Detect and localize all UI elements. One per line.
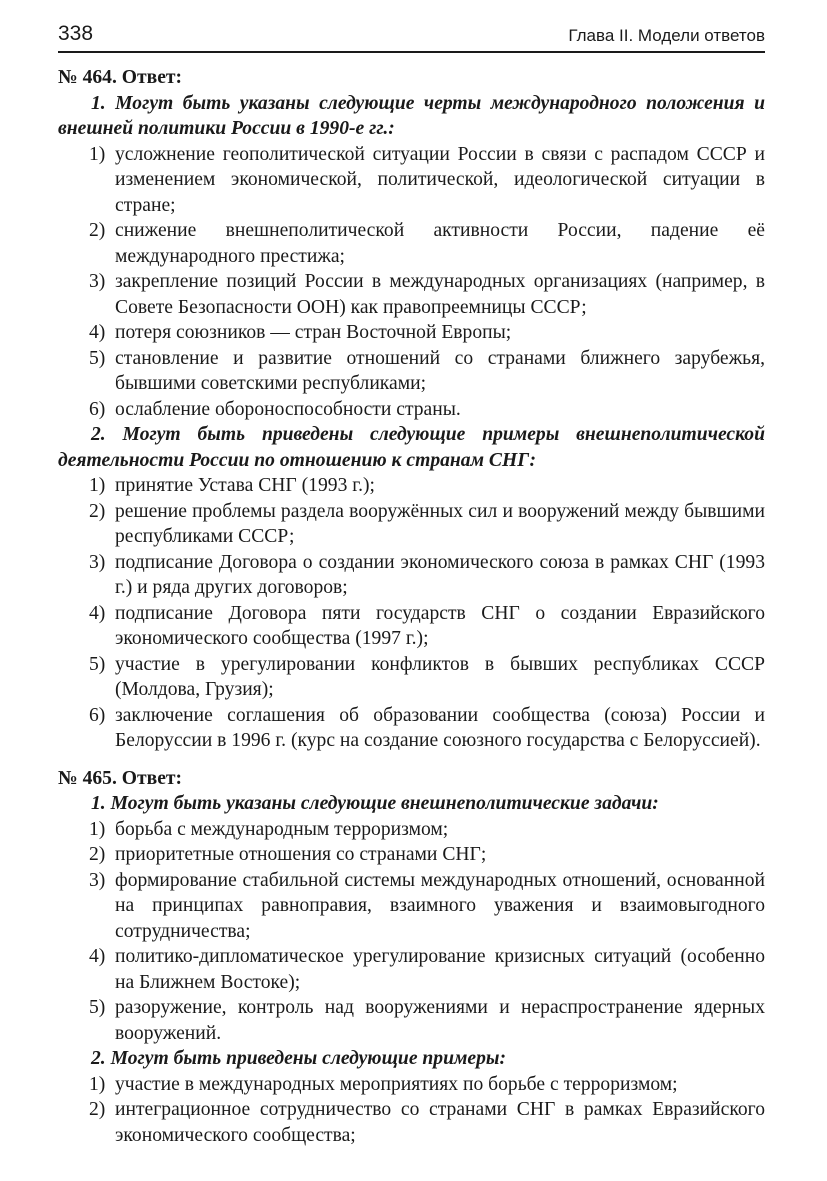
answer-heading-465: № 465. Ответ: bbox=[58, 767, 183, 789]
list-item: 5) становление и развитие отношений со странами ближнего зарубежья, бывшими советскими республиками; bbox=[89, 347, 765, 394]
page-number: 338 bbox=[58, 22, 94, 45]
section-title-464-1: 1. Могут быть указаны следующие черты международного положения и внешней политики России в 1990-е гг.: bbox=[58, 92, 765, 139]
list-item: 4) политико-дипломатическое урегулирование кризисных ситуаций (особенно на Ближнем Востоке); bbox=[89, 946, 765, 993]
list-item: 2) решение проблемы раздела вооружённых сил и вооружений между бывшими республиками СССР; bbox=[89, 500, 765, 547]
list-item: 1) борьба с международным терроризмом; bbox=[89, 818, 449, 840]
section-title-464-2: 2. Могут быть приведены следующие примеры внешнеполитической деятельности России по отношению к странам СНГ: bbox=[58, 424, 765, 471]
list-item: 4) потеря союзников — стран Восточной Европы; bbox=[89, 322, 512, 343]
list-item: 2) интеграционное сотрудничество со странами СНГ в рамках Евразийского экономического сообщества; bbox=[89, 1099, 765, 1146]
list-item: 1) усложнение геополитической ситуации России в связи с распадом СССР и изменением экономической, политической, идеологической ситуации в стране; bbox=[89, 143, 765, 216]
list-item: 2) снижение внешнеполитической активности России, падение её международного престижа; bbox=[89, 220, 765, 267]
list-item: 2) приоритетные отношения со странами СНГ; bbox=[89, 844, 487, 865]
section-title-465-2: 2. Могут быть приведены следующие примеры: bbox=[91, 1048, 507, 1069]
list-item: 1) участие в международных мероприятиях по борьбе с терроризмом; bbox=[89, 1073, 678, 1095]
list-item: 1) принятие Устава СНГ (1993 г.); bbox=[89, 475, 375, 496]
list-item: 4) подписание Договора пяти государств СНГ о создании Евразийского экономического сообщества (1997 г.); bbox=[89, 602, 765, 649]
chapter-title: Глава II. Модели ответов bbox=[568, 26, 765, 45]
list-item: 3) подписание Договора о создании экономического союза в рамках СНГ (1993 г.) и ряда других договоров; bbox=[89, 551, 765, 598]
running-header bbox=[58, 22, 765, 53]
list-item: 5) разоружение, контроль над вооружениями и нераспространение ядерных вооружений. bbox=[89, 997, 765, 1044]
section-title-465-1: 1. Могут быть указаны следующие внешнеполитические задачи: bbox=[91, 793, 659, 814]
item-list-465-2 bbox=[58, 1072, 765, 1149]
page-body bbox=[58, 65, 765, 1148]
item-list-465-1 bbox=[58, 817, 765, 1047]
list-item: 6) ослабление обороноспособности страны. bbox=[89, 398, 461, 420]
item-list-464-2 bbox=[58, 473, 765, 754]
item-list-464-1 bbox=[58, 142, 765, 423]
list-item: 5) участие в урегулировании конфликтов в бывших республиках СССР (Молдова, Грузия); bbox=[89, 653, 765, 700]
list-item: 3) закрепление позиций России в международных организациях (например, в Совете Безопасности ООН) как правопреемницы СССР; bbox=[89, 271, 765, 318]
list-item: 6) заключение соглашения об образовании сообщества (союза) России и Белоруссии в 1996 г. (курс на создание союзного государства с Белоруссией). bbox=[89, 704, 765, 751]
answer-heading-464: № 464. Ответ: bbox=[58, 67, 183, 88]
list-item: 3) формирование стабильной системы международных отношений, основанной на принципах равноправия, взаимного уважения и взаимовыгодного сотрудничества; bbox=[89, 869, 765, 942]
